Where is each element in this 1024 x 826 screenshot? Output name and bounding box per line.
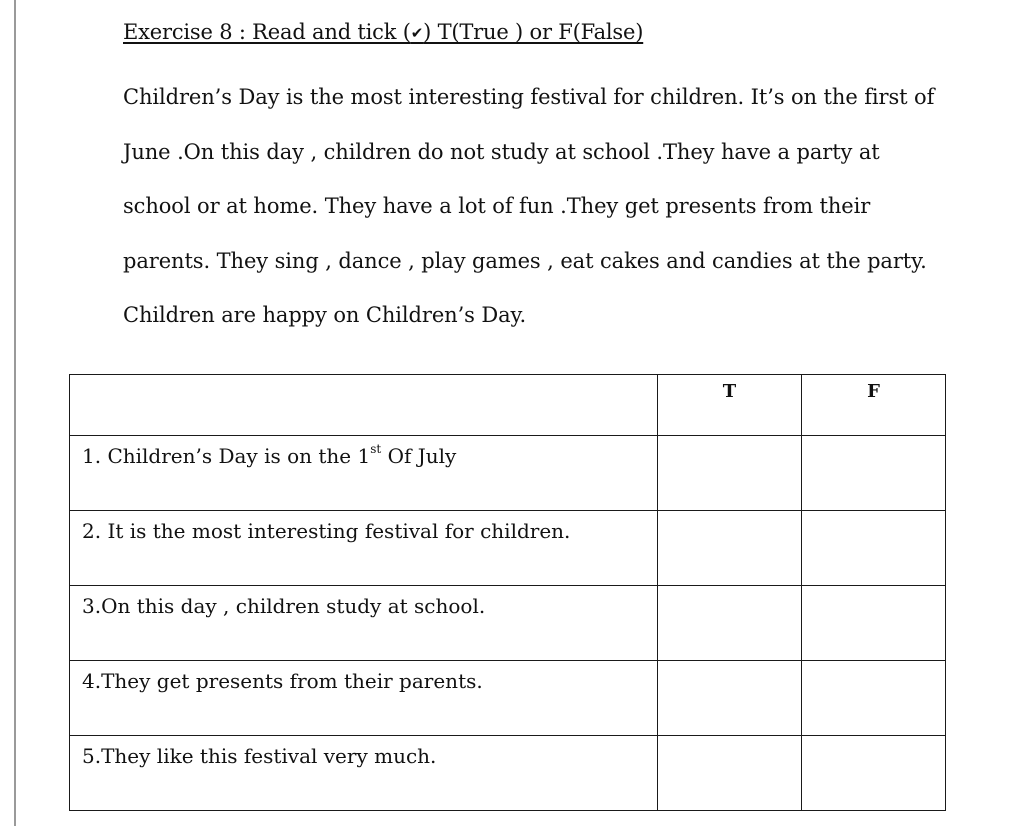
false-column-header: F [802,375,946,436]
table-row [70,511,946,586]
exercise-heading [123,20,643,44]
statement-header-cell [70,375,658,436]
statement-cell: 3.On this day , children study at school. [70,586,658,661]
statement-cell: 5.They like this festival very much. [70,736,658,811]
true-column-header: T [658,375,802,436]
statement-text: 1. Children’s Day is on the 1 [82,444,371,468]
true-answer-box[interactable] [658,736,802,811]
false-answer-box[interactable] [802,586,946,661]
passage-line: June .On this day , children do not study at school .They have a party at [123,139,880,164]
heading-prefix: Exercise 8 : Read and tick ( [123,20,411,44]
statement-cell: 2. It is the most interesting festival for children. [70,511,658,586]
table-row [70,736,946,811]
false-answer-box[interactable] [802,736,946,811]
passage-line: parents. They sing , dance , play games , eat cakes and candies at the party. [123,248,927,273]
statement-cell [70,436,658,511]
false-answer-box[interactable] [802,436,946,511]
true-false-table [69,374,946,811]
reading-passage [123,70,1003,343]
checkmark-icon: ✔ [410,24,424,42]
true-answer-box[interactable] [658,511,802,586]
table-row [70,661,946,736]
false-answer-box[interactable] [802,661,946,736]
true-answer-box[interactable] [658,586,802,661]
passage-line: Children’s Day is the most interesting festival for children. It’s on the first of [123,85,935,109]
passage-line: Children are happy on Children’s Day. [123,303,527,327]
true-answer-box[interactable] [658,436,802,511]
false-answer-box[interactable] [802,511,946,586]
table-row [70,586,946,661]
statement-text: Of July [381,444,457,468]
heading-suffix: ) T(True ) or F(False) [423,20,644,44]
passage-line: school or at home. They have a lot of fun .They get presents from their [123,194,871,218]
table-row [70,436,946,511]
page-left-border [14,0,16,826]
true-answer-box[interactable] [658,661,802,736]
statement-cell: 4.They get presents from their parents. [70,661,658,736]
table-header-row [70,375,946,436]
ordinal-suffix: st [370,442,382,457]
